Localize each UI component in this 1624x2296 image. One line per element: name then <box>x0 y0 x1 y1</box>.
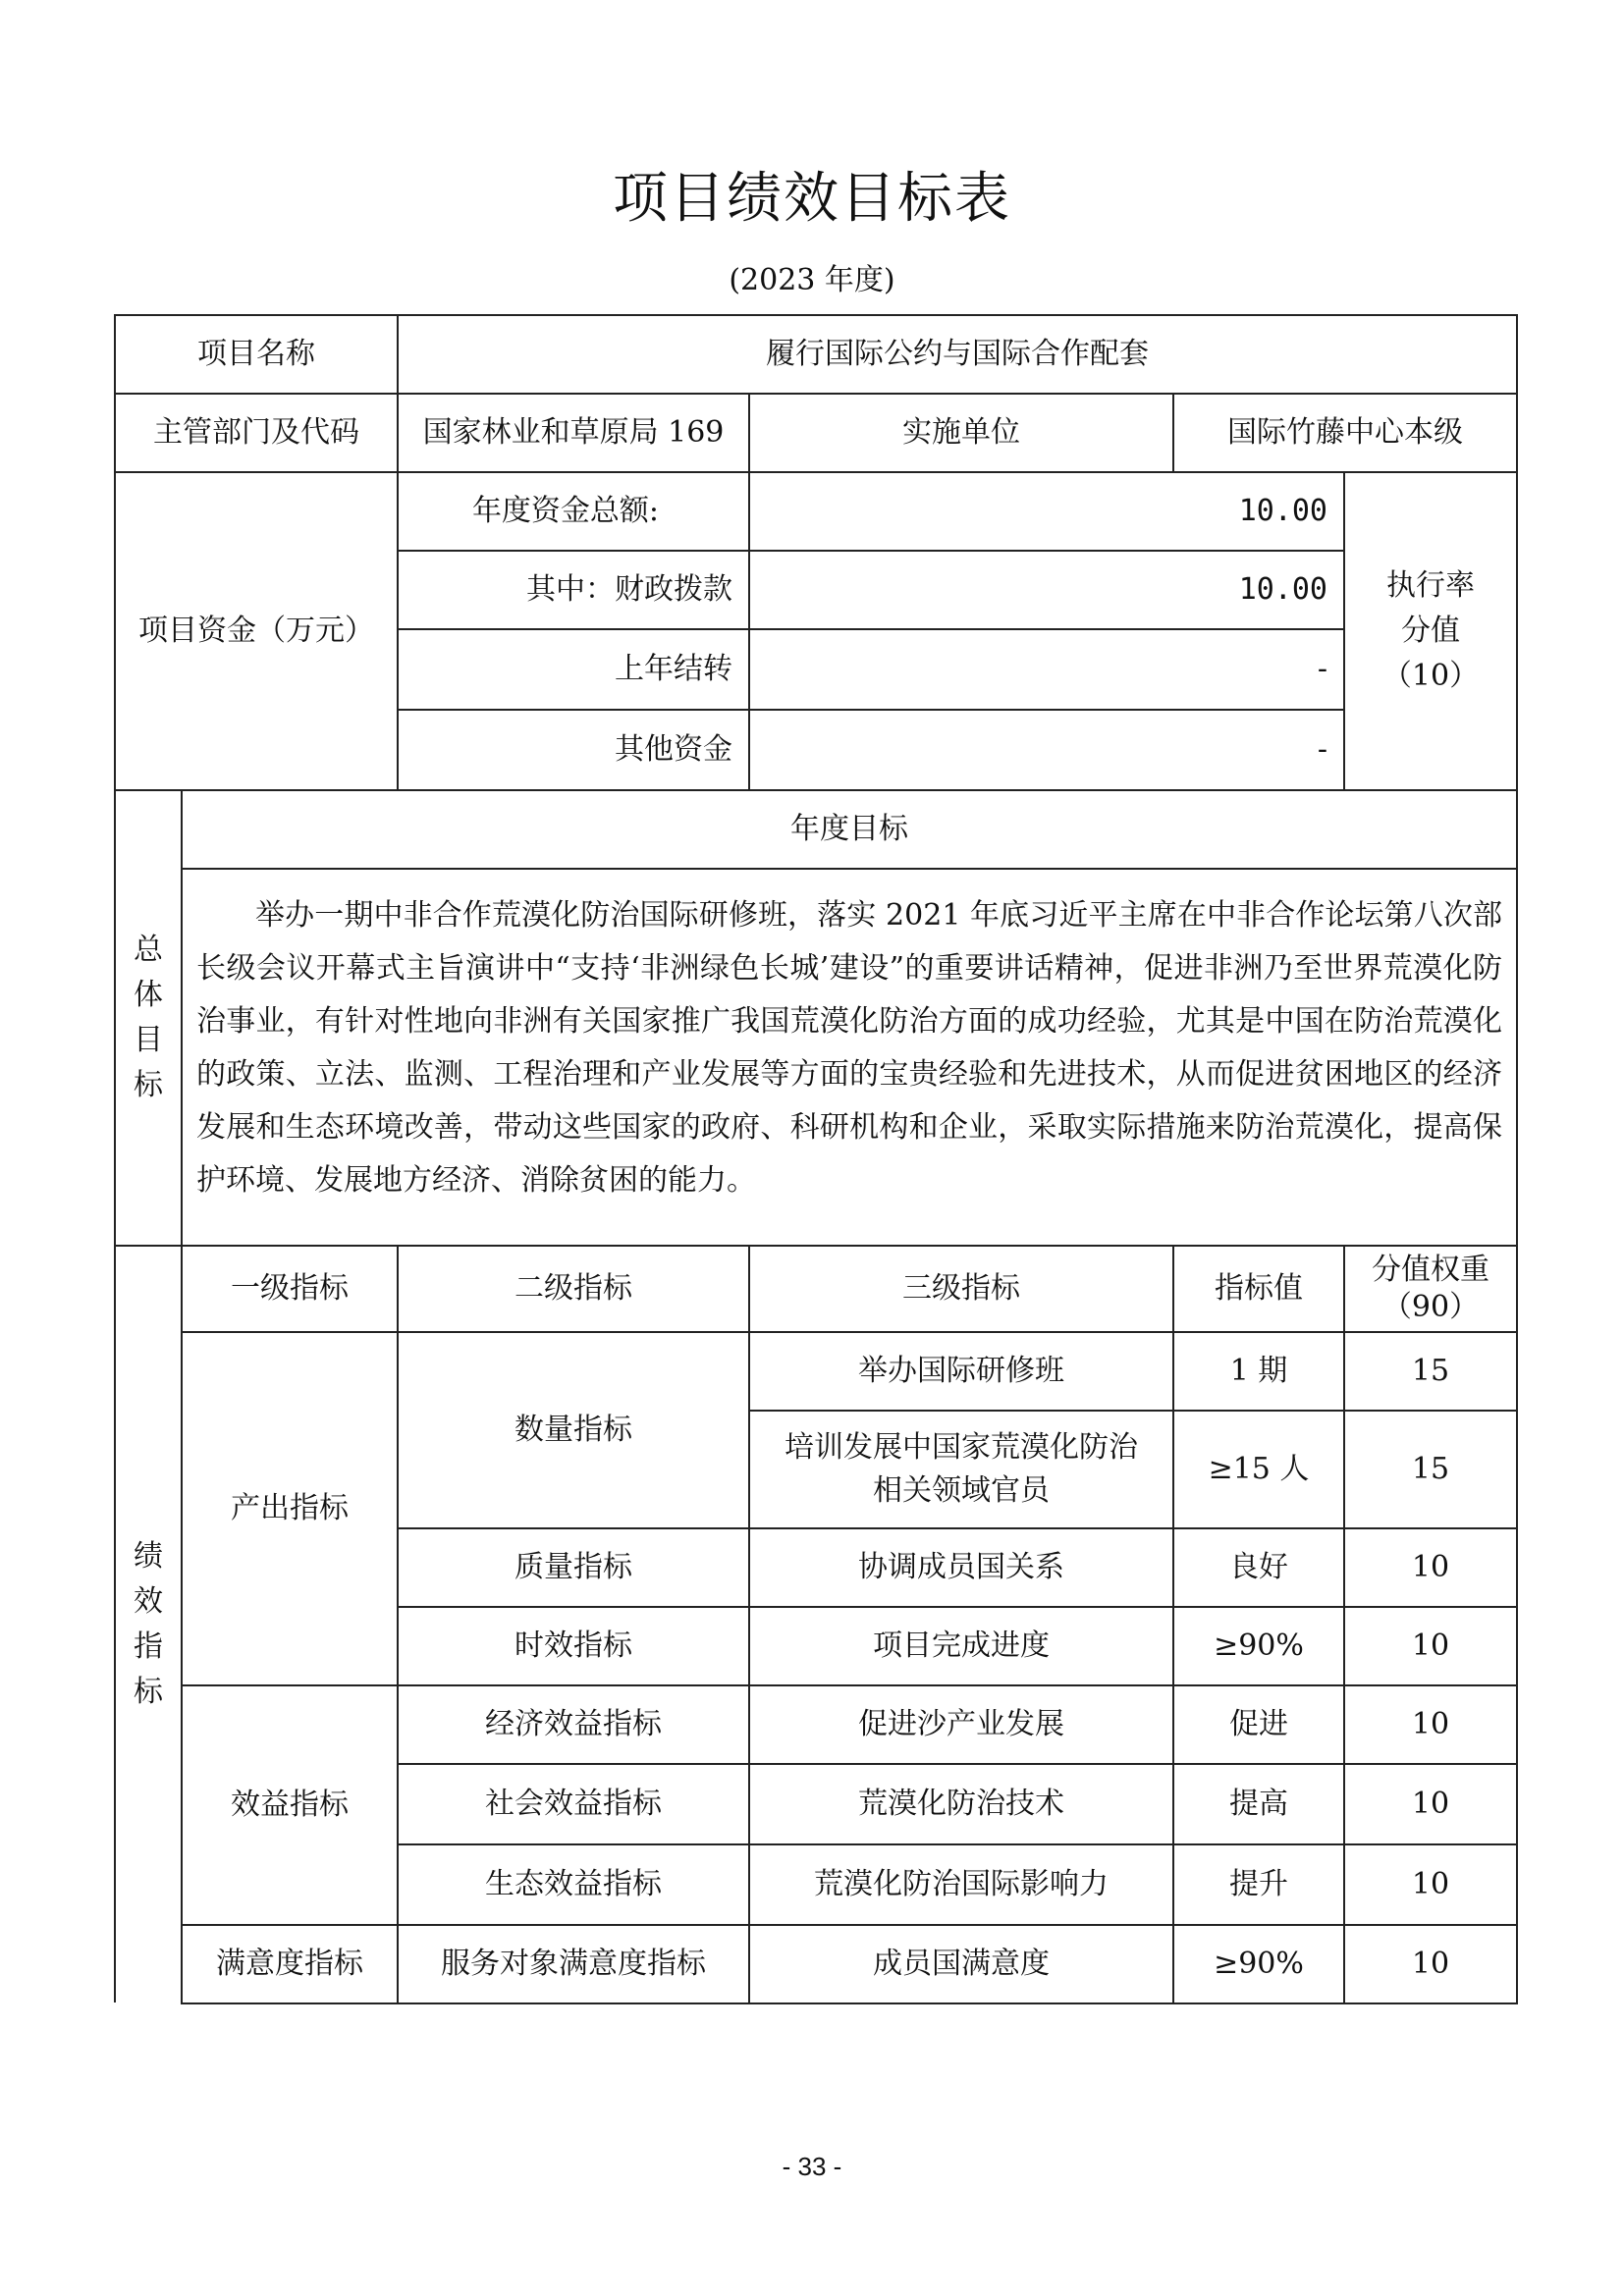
value-cell: ≥90% <box>1172 1924 1345 2004</box>
execution-score-line1: 执行率 <box>1386 568 1475 603</box>
ecological-benefit-indicator: 生态效益指标 <box>397 1843 750 1926</box>
weight-cell: 10 <box>1343 1924 1518 2004</box>
project-name-label: 项目名称 <box>114 314 399 395</box>
level3-cell: 荒漠化防治国际影响力 <box>748 1843 1174 1926</box>
funds-fiscal-value: 10.00 <box>748 550 1345 630</box>
page-subtitle: (2023 年度) <box>729 263 895 297</box>
header-value: 指标值 <box>1172 1245 1345 1333</box>
overall-goal-side-label <box>114 789 183 1247</box>
satisfaction-indicator: 满意度指标 <box>181 1924 399 2004</box>
dept-value: 国家林业和草原局 169 <box>397 393 750 473</box>
project-name-value: 履行国际公约与国际合作配套 <box>397 314 1518 395</box>
funds-fiscal-label: 其中：财政拨款 <box>397 550 750 630</box>
impl-label: 实施单位 <box>748 393 1174 473</box>
header-level3: 三级指标 <box>748 1245 1174 1333</box>
indicators-side-label <box>114 1245 183 2002</box>
output-indicator: 产出指标 <box>181 1331 399 1686</box>
weight-cell: 15 <box>1343 1331 1518 1412</box>
execution-score-line3: （10） <box>1381 659 1480 693</box>
weight-cell: 10 <box>1343 1606 1518 1686</box>
social-benefit-indicator: 社会效益指标 <box>397 1763 750 1845</box>
overall-side-char: 体 <box>134 978 163 1012</box>
level3-cell: 荒漠化防治技术 <box>748 1763 1174 1845</box>
overall-side-char: 目 <box>134 1023 163 1057</box>
funds-other-value: - <box>748 709 1345 791</box>
weight-cell: 10 <box>1343 1843 1518 1926</box>
indicators-side-char: 绩 <box>134 1539 163 1574</box>
indicators-side-char: 标 <box>134 1675 163 1709</box>
impl-value: 国际竹藤中心本级 <box>1172 393 1518 473</box>
value-cell: 促进 <box>1172 1684 1345 1765</box>
funds-total-label: 年度资金总额: <box>397 471 750 552</box>
indicators-side-char: 指 <box>134 1629 163 1664</box>
funds-total-value: 10.00 <box>748 471 1345 552</box>
value-cell: 1 期 <box>1172 1331 1345 1412</box>
value-cell: ≥90% <box>1172 1606 1345 1686</box>
funds-carryover-label: 上年结转 <box>397 628 750 711</box>
weight-cell: 10 <box>1343 1684 1518 1765</box>
value-cell: 提高 <box>1172 1763 1345 1845</box>
annual-goal-text: 举办一期中非合作荒漠化防治国际研修班，落实 2021 年底习近平主席在中非合作论坛第八次部长级会议开幕式主旨演讲中“支持‘非洲绿色长城’建设”的重要讲话精神，促进非洲乃至世界荒漠化防治事业，有针对性地向非洲有关国家推广我国荒漠化防治方面的成功经验，尤其是中国在防治荒漠化的政策、立法、监测、工程治理和产业发展等方面的宝贵经验和先进技术，从而促进贫困地区的经济发展和生态环境改善，带动这些国家的政府、科研机构和企业，采取实际措施来防治荒漠化，提高保护环境、发展地方经济、消除贫困的能力。 <box>181 868 1518 1247</box>
benefit-indicator: 效益指标 <box>181 1684 399 1926</box>
header-level1: 一级指标 <box>181 1245 399 1333</box>
page-title: 项目绩效目标表 <box>613 167 1011 231</box>
page-number: - 33 - <box>782 2152 842 2181</box>
overall-side-char: 标 <box>134 1068 163 1102</box>
level3-cell: 项目完成进度 <box>748 1606 1174 1686</box>
header-weight <box>1343 1245 1518 1333</box>
funds-other-label: 其他资金 <box>397 709 750 791</box>
level3-cell: 协调成员国关系 <box>748 1527 1174 1608</box>
indicators-side-char: 效 <box>134 1584 163 1619</box>
economic-benefit-indicator: 经济效益指标 <box>397 1684 750 1765</box>
execution-score-line2: 分值 <box>1401 614 1460 648</box>
overall-side-char: 总 <box>134 933 163 967</box>
quality-indicator: 质量指标 <box>397 1527 750 1608</box>
weight-cell: 10 <box>1343 1527 1518 1608</box>
value-cell: 提升 <box>1172 1843 1345 1926</box>
level3-cell: 培训发展中国家荒漠化防治相关领域官员 <box>748 1410 1174 1529</box>
value-cell: ≥15 人 <box>1172 1410 1345 1529</box>
funds-label: 项目资金（万元） <box>114 471 399 791</box>
weight-cell: 15 <box>1343 1410 1518 1529</box>
funds-carryover-value: - <box>748 628 1345 711</box>
value-cell: 良好 <box>1172 1527 1345 1608</box>
level3-cell: 促进沙产业发展 <box>748 1684 1174 1765</box>
header-weight-line1: 分值权重 <box>1372 1253 1489 1287</box>
header-weight-line2: （90） <box>1381 1290 1480 1324</box>
performance-table <box>114 314 1518 2002</box>
execution-score-cell <box>1343 471 1518 791</box>
header-level2: 二级指标 <box>397 1245 750 1333</box>
level3-cell: 成员国满意度 <box>748 1924 1174 2004</box>
annual-goal-header: 年度目标 <box>181 789 1518 870</box>
timeliness-indicator: 时效指标 <box>397 1606 750 1686</box>
level3-cell: 举办国际研修班 <box>748 1331 1174 1412</box>
quantity-indicator: 数量指标 <box>397 1331 750 1529</box>
dept-label: 主管部门及代码 <box>114 393 399 473</box>
service-satisfaction-indicator: 服务对象满意度指标 <box>397 1924 750 2004</box>
weight-cell: 10 <box>1343 1763 1518 1845</box>
